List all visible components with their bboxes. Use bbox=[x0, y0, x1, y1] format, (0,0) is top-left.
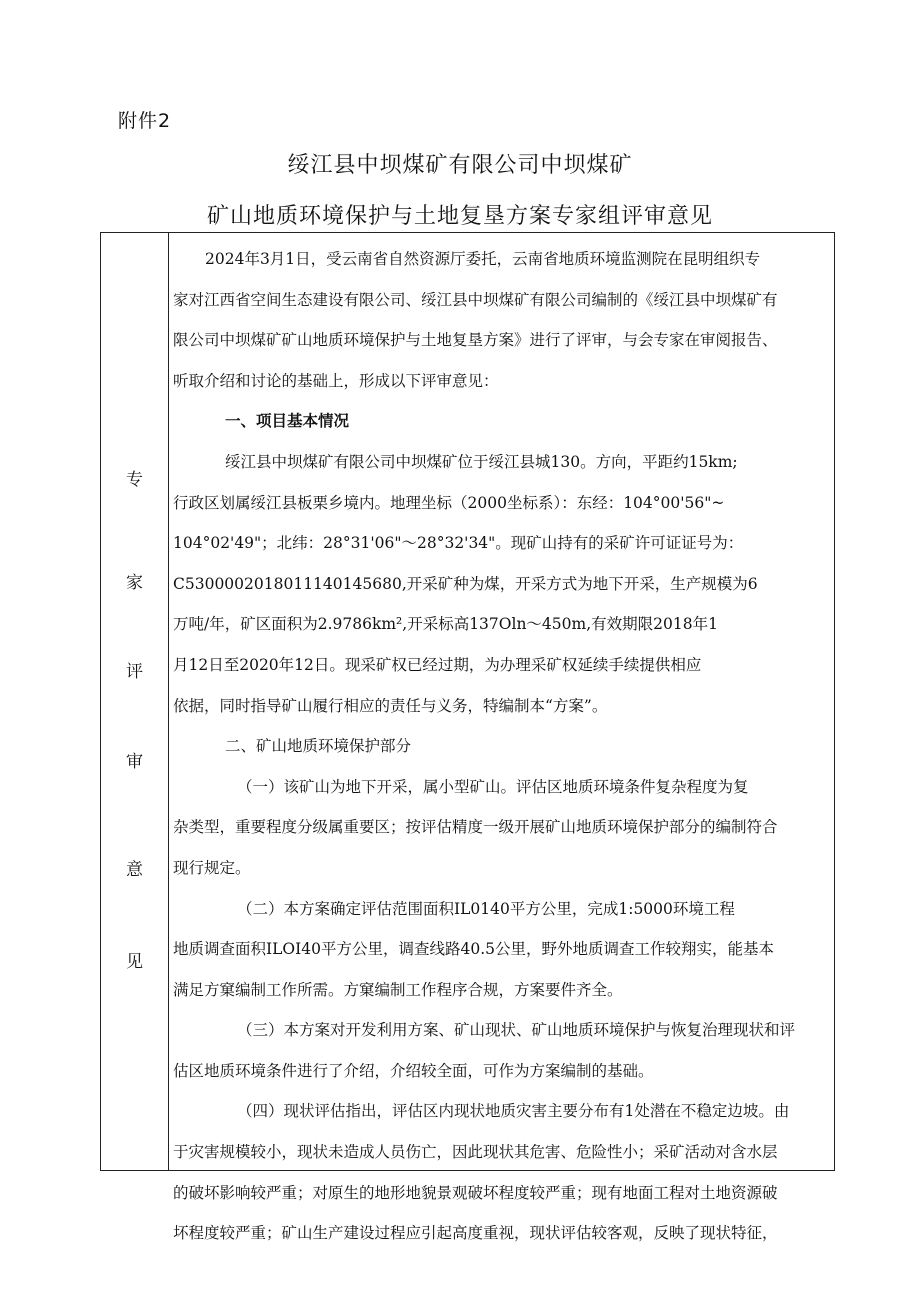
column-divider bbox=[168, 233, 169, 1170]
paragraph-line: （四）现状评估指出，评估区内现状地质灾害主要分布有1处潜在不稳定边坡。由 bbox=[237, 1102, 790, 1121]
paragraph-line: 现行规定。 bbox=[173, 858, 251, 877]
paragraph-line: 104°02'49"；北纬：28°31'06"～28°32'34"。现矿山持有的采矿许可证证号为： bbox=[173, 534, 744, 553]
label-char: 审 bbox=[126, 752, 143, 772]
paragraph-line: 绥江县中坝煤矿有限公司中坝煤矿位于绥江县城130。方向，平距约15km; bbox=[225, 452, 738, 471]
document-title-line-1: 绥江县中坝煤矿有限公司中坝煤矿 bbox=[287, 153, 633, 178]
label-char: 家 bbox=[126, 573, 143, 593]
paragraph-line: 依据，同时指导矿山履行相应的责任与义务，特编制本“方案”。 bbox=[173, 696, 608, 715]
paragraph-line: 2024年3月1日，受云南省自然资源厅委托，云南省地质环境监测院在昆明组织专 bbox=[205, 250, 761, 268]
paragraph-line: 坏程度较严重；矿山生产建设过程应引起高度重视，现状评估较客观，反映了现状特征， bbox=[173, 1224, 778, 1243]
section-heading: 一、项目基本情况 bbox=[225, 412, 350, 431]
opinion-body bbox=[173, 239, 833, 1254]
paragraph-line: C5300002018011140145680,开采矿种为煤，开采方式为地下开采，生产规模为6 bbox=[173, 574, 758, 593]
paragraph-line: 于灾害规模较小，现状未造成人员伤亡，因此现状其危害、危险性小；采矿活动对含水层 bbox=[173, 1143, 778, 1162]
paragraph-line: （三）本方案对开发利用方案、矿山现状、矿山地质环境保护与恢复治理现状和评 bbox=[237, 1021, 796, 1040]
paragraph-line: 地质调查面积ILOI40平方公里，调查线路40.5公里，野外地质调查工作较翔实，能基本 bbox=[173, 940, 774, 959]
label-char: 意 bbox=[126, 860, 143, 880]
label-char: 评 bbox=[126, 662, 143, 682]
paragraph-line: 限公司中坝煤矿矿山地质环境保护与土地复垦方案》进行了评审，与会专家在审阅报告、 bbox=[173, 331, 778, 350]
paragraph-line: 月12日至2020年12日。现采矿权已经过期，为办理采矿权延续手续提供相应 bbox=[173, 655, 702, 674]
document-title-line-2: 矿山地质环境保护与土地复垦方案专家组评审意见 bbox=[206, 204, 713, 229]
paragraph-line: 听取介绍和讨论的基础上，形成以下评审意见： bbox=[173, 371, 499, 390]
paragraph-line: 杂类型，重要程度分级属重要区；按评估精度一级开展矿山地质环境保护部分的编制符合 bbox=[173, 818, 778, 837]
paragraph-line: 家对江西省空间生态建设有限公司、绥江县中坝煤矿有限公司编制的《绥江县中坝煤矿有 bbox=[173, 290, 778, 309]
opinion-table bbox=[100, 232, 835, 1243]
label-char: 专 bbox=[126, 470, 143, 490]
attachment-label: 附件2 bbox=[118, 110, 172, 132]
paragraph-line: 满足方窠编制工作所需。方窠编制工作程序合规，方案要件齐全。 bbox=[173, 980, 623, 999]
paragraph-line: （二）本方案确定评估范围面积IL0140平方公里，完成1:5000环境工程 bbox=[237, 899, 735, 918]
paragraph-line: 万吨/年，矿区面积为2.9786km²,开采标高137Oln～450m,有效期限2018年1 bbox=[173, 615, 718, 634]
paragraph-line: 估区地质环境条件进行了介绍，介绍较全面，可作为方案编制的基础。 bbox=[173, 1061, 654, 1080]
label-char: 见 bbox=[126, 952, 143, 972]
paragraph-line: 行政区划属绥江县板栗乡境内。地理坐标（2000坐标系）：东经：104°00'56"~ bbox=[173, 493, 725, 512]
paragraph-line: 的破坏影响较严重；对原生的地形地貌景观破坏程度较严重；现有地面工程对土地资源破 bbox=[173, 1183, 778, 1202]
section-heading: 二、矿山地质环境保护部分 bbox=[225, 737, 412, 756]
paragraph-line: （一）该矿山为地下开采，属小型矿山。评估区地质环境条件复杂程度为复 bbox=[237, 777, 749, 796]
